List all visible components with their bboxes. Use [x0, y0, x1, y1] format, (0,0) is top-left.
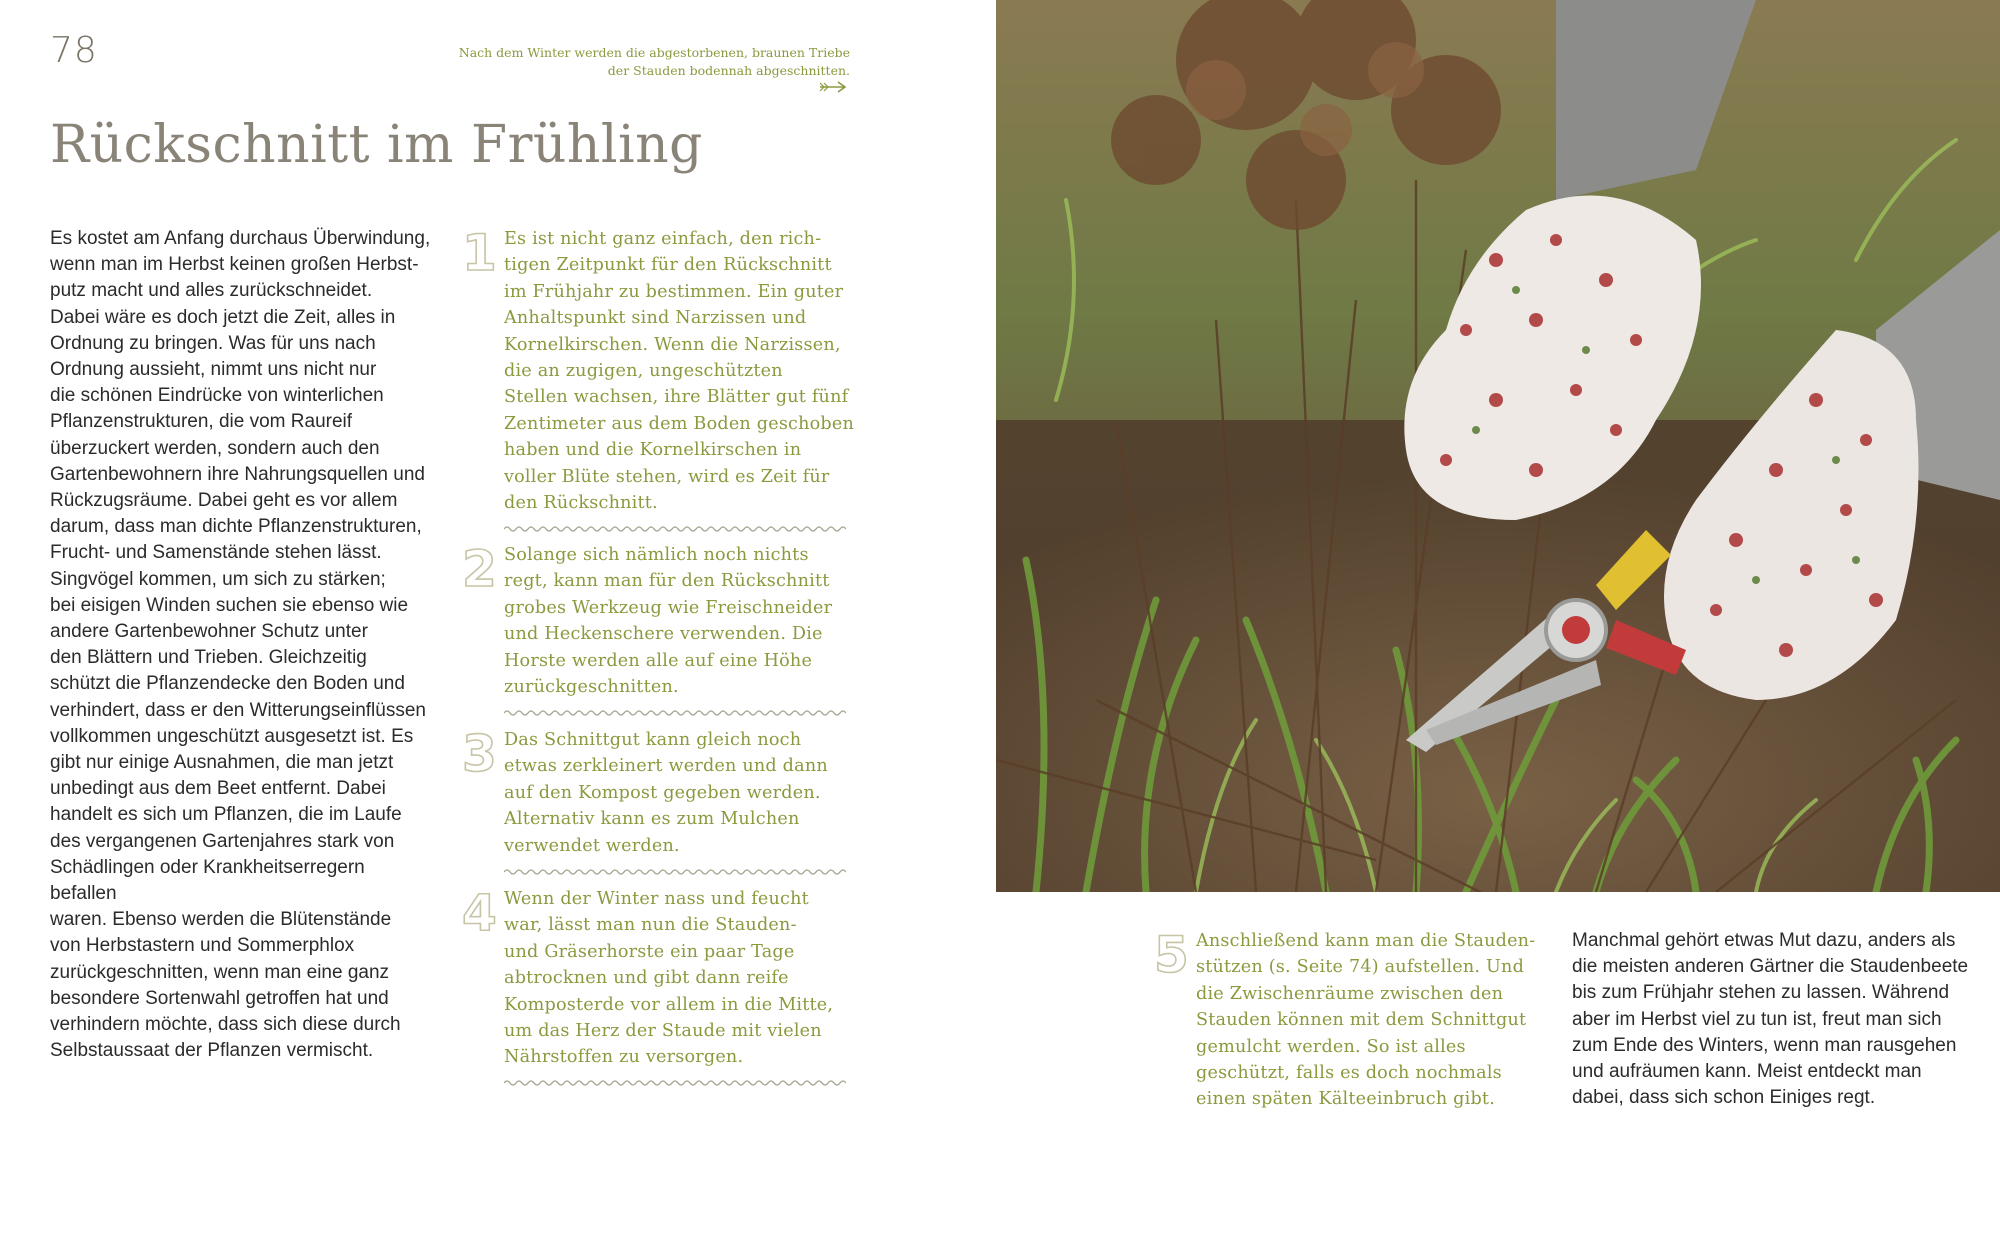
text-line: Gartenbewohnern ihre Nahrungsquellen und [50, 463, 425, 485]
step-text [1196, 928, 1535, 1113]
step-3 [462, 727, 862, 882]
arrow-right-icon [818, 80, 850, 94]
text-line: Stauden können mit dem Schnittgut [1196, 1010, 1527, 1031]
text-line: verhindern möchte, dass sich diese durch [50, 1014, 401, 1036]
text-line: Es kostet am Anfang durchaus Überwindung, [50, 228, 431, 249]
text-line: aber im Herbst viel zu tun ist, freut man sich [1572, 1008, 1942, 1030]
text-line: den Rückschnitt. [504, 493, 658, 514]
text-line: haben und die Kornelkirschen in [504, 440, 802, 461]
text-line: Zentimeter aus dem Boden geschoben [504, 413, 855, 434]
text-line: bei eisigen Winden suchen sie ebenso wie [50, 594, 409, 616]
text-line: von Herbstastern und Sommerphlox [50, 935, 355, 957]
wavy-divider [504, 1078, 846, 1088]
text-line: Horste werden alle auf eine Höhe [504, 650, 813, 671]
step-number: 4 [462, 884, 497, 942]
text-line: stützen (s. Seite 74) aufstellen. Und [1196, 957, 1525, 978]
text-line: zurückgeschnitten, wenn man eine ganz [50, 961, 390, 983]
text-line: Solange sich nämlich noch nichts [504, 545, 809, 565]
text-line: einen späten Kälteeinbruch gibt. [1196, 1089, 1495, 1110]
text-line: abtrocknen und gibt dann reife [504, 968, 789, 989]
text-line: andere Gartenbewohner Schutz unter [50, 621, 368, 643]
text-line: die schönen Eindrücke von winterlichen [50, 385, 384, 407]
text-line: und Heckenschere verwenden. Die [504, 624, 823, 645]
text-line: Stellen wachsen, ihre Blätter gut fünf [504, 387, 849, 408]
step-number: 5 [1154, 926, 1189, 984]
text-line: regt, kann man für den Rückschnitt [504, 571, 830, 592]
text-line: Frucht- und Samenstände stehen lässt. [50, 542, 382, 564]
text-line: Nährstoffen zu versorgen. [504, 1047, 744, 1068]
text-line: Ordnung zu bringen. Was für uns nach [50, 332, 376, 354]
page-title: Rückschnitt im Frühling [50, 115, 703, 175]
text-line: war, lässt man nun die Stauden- [504, 915, 797, 936]
text-line: dabei, dass sich schon Einiges regt. [1572, 1087, 1876, 1109]
text-line: Ordnung aussieht, nimmt uns nicht nur [50, 359, 377, 381]
text-line: wenn man im Herbst keinen großen Herbst- [50, 254, 419, 276]
text-line: gibt nur einige Ausnahmen, die man jetzt [50, 752, 394, 774]
closing-text [1572, 928, 1972, 1111]
text-line: verhindert, dass er den Witterungseinflüssen [50, 699, 426, 721]
text-line: Alternativ kann es zum Mulchen [504, 809, 800, 830]
step-2 [462, 542, 862, 722]
text-line: vollkommen ungeschützt ausgesetzt ist. Es [50, 725, 414, 747]
step-1 [462, 226, 862, 536]
step-text [504, 542, 832, 700]
text-line: Dabei wäre es doch jetzt die Zeit, alles in [50, 306, 396, 328]
text-line: unbedingt aus dem Beet entfernt. Dabei [50, 778, 386, 800]
text-line: Das Schnittgut kann gleich noch [504, 730, 802, 750]
text-line: Anschließend kann man die Stauden- [1196, 931, 1536, 951]
text-line: Pflanzenstrukturen, die vom Raureif [50, 411, 353, 433]
text-line: Kornelkirschen. Wenn die Narzissen, [504, 334, 841, 355]
text-line: bis zum Frühjahr stehen zu lassen. Während [1572, 982, 1950, 1004]
text-line: zum Ende des Winters, wenn man rausgehen [1572, 1034, 1957, 1056]
text-line: die an zugigen, ungeschützten [504, 361, 783, 382]
step-number: 3 [462, 725, 497, 783]
text-line: Komposterde vor allem in die Mitte, [504, 994, 834, 1015]
text-line: Schädlingen oder Krankheitserregern befallen [50, 856, 365, 905]
text-line: grobes Werkzeug wie Freischneider [504, 597, 833, 618]
gardening-gloves-pruning-image [996, 0, 2000, 892]
text-line: waren. Ebenso werden die Blütenstände [50, 909, 392, 931]
text-line: überzuckert werden, sondern auch den [50, 437, 380, 459]
text-line: Wenn der Winter nass und feucht [504, 889, 809, 909]
step-number: 2 [462, 540, 497, 598]
text-line: darum, dass man dichte Pflanzenstrukturen, [50, 516, 422, 538]
text-line: Es ist nicht ganz einfach, den rich- [504, 229, 822, 249]
step-text [504, 727, 828, 859]
intro-text [50, 226, 434, 1065]
text-line: handelt es sich um Pflanzen, die im Laufe [50, 804, 402, 826]
text-line: verwendet werden. [504, 835, 680, 856]
step-number: 1 [462, 224, 497, 282]
text-line: des vergangenen Gartenjahres stark von [50, 830, 395, 852]
text-line: auf den Kompost gegeben werden. [504, 782, 821, 803]
wavy-divider [504, 524, 846, 534]
text-line: um das Herz der Staude mit vielen [504, 1021, 822, 1042]
text-line: und aufräumen kann. Meist entdeckt man [1572, 1061, 1922, 1083]
text-line: voller Blüte stehen, wird es Zeit für [504, 466, 830, 487]
step-text [504, 226, 854, 516]
text-line: besondere Sortenwahl getroffen hat und [50, 987, 389, 1009]
text-line: Anhaltspunkt sind Narzissen und [504, 308, 807, 329]
text-line: Manchmal gehört etwas Mut dazu, anders als [1572, 930, 1956, 951]
photo-caption [420, 44, 850, 80]
text-line: schützt die Pflanzendecke den Boden und [50, 673, 405, 695]
text-line: im Frühjahr zu bestimmen. Ein guter [504, 281, 844, 302]
text-line: Singvögel kommen, um sich zu stärken; [50, 568, 386, 590]
step-text [504, 886, 833, 1071]
text-line: Selbstaussaat der Pflanzen vermischt. [50, 1040, 374, 1062]
caption-line: Nach dem Winter werden die abgestorbenen, braunen Triebe [458, 45, 850, 60]
text-line: die meisten anderen Gärtner die Staudenbeete [1572, 956, 1969, 978]
text-line: zurückgeschnitten. [504, 677, 679, 698]
garden-photo [996, 0, 2000, 892]
text-line: tigen Zeitpunkt für den Rückschnitt [504, 255, 832, 276]
text-line: geschützt, falls es doch nochmals [1196, 1063, 1502, 1084]
text-line: die Zwischenräume zwischen den [1196, 983, 1504, 1004]
page-number: 78 [50, 30, 98, 71]
text-line: Rückzugsräume. Dabei geht es vor allem [50, 490, 398, 512]
step-4 [462, 886, 862, 1096]
text-line: putz macht und alles zurückschneidet. [50, 280, 373, 302]
text-line: etwas zerkleinert werden und dann [504, 756, 828, 777]
step-5 [1154, 928, 1554, 1118]
text-line: und Gräserhorste ein paar Tage [504, 941, 795, 962]
wavy-divider [504, 867, 846, 877]
wavy-divider [504, 708, 846, 718]
text-line: den Blättern und Trieben. Gleichzeitig [50, 647, 367, 669]
caption-line: der Stauden bodennah abgeschnitten. [607, 63, 850, 78]
text-line: gemulcht werden. So ist alles [1196, 1036, 1466, 1057]
